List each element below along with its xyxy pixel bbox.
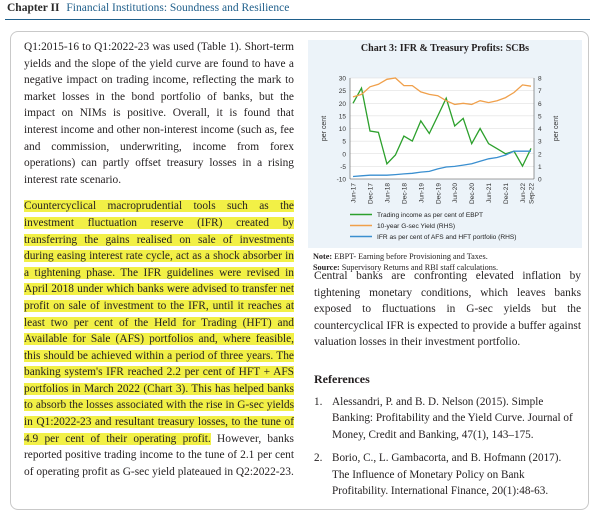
x-tick-label: Jun-17 (350, 183, 358, 203)
right-axis-tick-label: 5 (538, 113, 542, 121)
reference-item (314, 450, 581, 499)
left-axis-tick-label: -5 (340, 163, 346, 171)
reference-text: Borio, C., L. Gambacorta, and B. Hofmann (2017). The Influence of Monetary Policy on Bank Profitability. International Finance, 20(1):48-63. (332, 452, 562, 498)
right-axis-tick-label: 1 (538, 163, 542, 171)
right-axis-tick-label: 7 (538, 88, 542, 96)
source-text: Supervisory Returns and RBI staff calculations. (339, 262, 499, 272)
left-axis-tick-label: 5 (342, 138, 346, 146)
x-tick-label: Jun-18 (384, 183, 392, 203)
right-column (314, 268, 581, 351)
chapter-label: Chapter II (7, 2, 60, 14)
paragraph-2 (24, 198, 294, 480)
right-axis-tick-label: 0 (538, 176, 542, 184)
paragraph-1: Q1:2015-16 to Q1:2022-23 was used (Table 1). Short-term yields and the slope of the yield curve are found to have a negative impact on trading income, reflecting the mark to market losses in the bond portfolio of banks, but the impact on NIMs is positive. Overall, it is found that interest income and other non-interest income (such as, fee and commission, underwriting, income from forex operations) can partly offset treasury losses in a rising interest rate scenario. (24, 41, 294, 186)
left-axis-tick-label: 15 (338, 113, 346, 121)
left-axis-tick-label: -10 (336, 176, 346, 184)
chapter-title: Financial Institutions: Soundness and Resilience (66, 2, 290, 14)
chart-panel (308, 40, 582, 248)
left-axis-tick-label: 25 (338, 88, 346, 96)
x-tick-label: Jun-21 (486, 183, 494, 203)
right-axis-label: per cent (553, 115, 560, 142)
left-axis-tick-label: 10 (338, 126, 346, 133)
note-text: EBPT- Earning before Provisioning and Taxes. (332, 252, 488, 261)
x-tick-label: Sep-22 (528, 183, 536, 204)
highlighted-text: Countercyclical macroprudential tools such as the investment fluctuation reserve (IFR) created by transferring the gains realised on sale of investments during easing interest rate cycle, act as a shock absorber in a tightening phase. The IFR guidelines were revised in April 2018 under which banks were advised to transfer net profit on sale of investment to the IFR, until it reaches at least two per cent of the Held for Trading (HFT) and Available for Sale (AFS) portfolios and, where feasible, this should be achieved within a period of three years. The banking system's IFR reached 2.2 per cent of HFT + AFS portfolios in March 2022 (Chart 3). This has helped banks to absorb the losses associated with the rise in G-sec yields in Q1:2022-23 and resultant treasury losses, to the tune of 4.9 per cent of their operating profit. (24, 200, 294, 445)
reference-number: 1. (314, 396, 323, 408)
note-label: Note: (313, 252, 333, 261)
right-axis-tick-label: 3 (538, 138, 542, 146)
x-tick-label: Jun-20 (452, 183, 460, 203)
legend-label: IFR as per cent of AFS and HFT portfolio (RHS) (377, 234, 517, 241)
paragraph-2-rest: However, banks reported positive trading income to the tune of 2.1 per cent of operating profit as G-sec yield plateaued in Q2:2022-23. (24, 432, 294, 478)
left-axis-tick-label: 20 (338, 100, 346, 108)
x-tick-label: Dec-17 (367, 183, 375, 204)
x-tick-label: Dec-18 (401, 183, 409, 204)
reference-item (314, 394, 581, 443)
page-header (7, 2, 289, 14)
reference-text: Alessandri, P. and B. D. Nelson (2015). Simple Banking: Profitability and the Yield Curve. Journal of Money, Credit and Banking, 47(1), 143–175. (332, 396, 573, 441)
left-axis-label: per cent (321, 115, 328, 142)
right-axis-tick-label: 6 (538, 100, 542, 108)
legend-label: Trading income as per cent of EBPT (377, 212, 484, 219)
right-axis-tick-label: 2 (538, 151, 542, 159)
reference-number: 2. (314, 452, 323, 465)
source-label: Source: (313, 262, 340, 272)
x-tick-label: Dec-21 (503, 183, 511, 204)
left-axis-tick-label: 30 (338, 75, 346, 83)
x-tick-label: Dec-20 (469, 183, 477, 204)
header-divider (5, 19, 590, 20)
left-axis-tick-label: 0 (342, 151, 346, 159)
right-axis-tick-label: 4 (538, 126, 542, 133)
x-tick-label: Jun-22 (520, 183, 528, 203)
legend-label: 10-year G-sec Yield (RHS) (377, 223, 456, 230)
right-axis-tick-label: 8 (538, 75, 542, 83)
chart-3 (308, 40, 582, 248)
x-tick-label: Dec-19 (435, 183, 443, 204)
references-heading: References (314, 372, 370, 386)
x-tick-label: Jun-19 (418, 183, 426, 203)
left-column (24, 39, 294, 490)
references-list (314, 394, 581, 506)
right-paragraph: Central banks are confronting elevated inflation by tightening monetary conditions, which leaves banks exposed to fluctuations in G-sec yields but the countercyclical IFR is expected to provide a buffer against valuation losses in their investment portfolio. (314, 270, 581, 349)
chart-title: Chart 3: IFR & Treasury Profits: SCBs (360, 43, 530, 54)
